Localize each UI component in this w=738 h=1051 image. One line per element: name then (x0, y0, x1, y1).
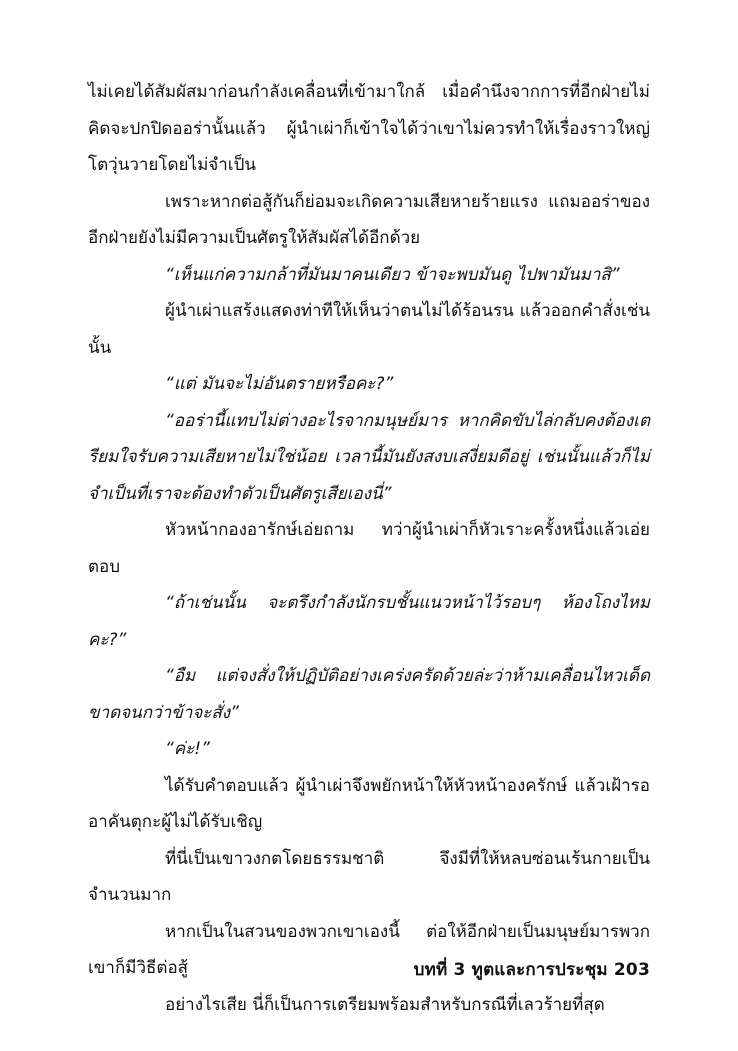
paragraph-8: อย่างไรเสีย นี่ก็เป็นการเตรียมพร้อมสำหรับกรณีที่เลวร้ายที่สุด (165, 994, 605, 1015)
dialogue-1: “เห็นแก่ความกล้าที่มันมาคนเดียว ข้าจะพบมันดู ไปพามันมาสิ” (165, 264, 620, 285)
paragraph-6: ที่นี่เป็นเขาวงกตโดยธรรมชาติ จึงมีที่ให้หลบซ่อนเร้นกายเป็นจำนวนมาก (88, 848, 650, 905)
paragraph-3: ผู้นำเผ่าแสร้งแสดงท่าทีให้เห็นว่าตนไม่ได้ร้อนรน แล้วออกคำสั่งเช่นนั้น (88, 301, 650, 358)
paragraph-5: ได้รับคำตอบแล้ว ผู้นำเผ่าจึงพยักหน้าให้หัวหน้าองครักษ์ แล้วเฝ้ารออาคันตุกะผู้ไม่ได้รับเชิญ (88, 775, 650, 832)
dialogue-5: “อืม แต่จงสั่งให้ปฏิบัติอย่างเคร่งครัดด้วยล่ะว่าห้ามเคลื่อนไหวเด็ดขาดจนกว่าข้าจะสั่ง” (88, 666, 650, 723)
dialogue-2: “แต่ มันจะไม่อันตรายหรือคะ?” (165, 374, 394, 394)
dialogue-4: “ถ้าเช่นนั้น จะตรึงกำลังนักรบชั้นแนวหน้าไว้รอบๆ ห้องโถงไหมคะ?” (88, 593, 650, 650)
paragraph-7: หากเป็นในสวนของพวกเขาเองนี้ ต่อให้อีกฝ่ายเป็นมนุษย์มารพวกเขาก็มีวิธีต่อสู้ (88, 921, 650, 978)
page-body (88, 74, 650, 1015)
page-footer: บทที่ 3 ทูตและการประชุม 203 (413, 960, 650, 980)
dialogue-6: “ค่ะ!” (165, 739, 210, 759)
dialogue-3: “ออร่านี้แทบไม่ต่างอะไรจากมนุษย์มาร หากคิดขับไล่กลับคงต้องเตรียมใจรับความเสียหายไม่ใช่น้อย เวลานี้มันยังสงบเสงี่ยมดีอยู่ เช่นนั้นแล้วก็ไม่จำเป็นที่เราจะต้องทำตัวเป็นศัตรูเสียเองนี่” (88, 410, 650, 504)
paragraph-4: หัวหน้ากองอารักษ์เอ่ยถาม ทว่าผู้นำเผ่าก็หัวเราะครั้งหนึ่งแล้วเอ่ยตอบ (88, 520, 650, 577)
paragraph-1: ไม่เคยได้สัมผัสมาก่อนกำลังเคลื่อนที่เข้ามาใกล้ เมื่อคำนึงจากการที่อีกฝ่ายไม่คิดจะปกปิดออร่านั้นแล้ว ผู้นำเผ่าก็เข้าใจได้ว่าเขาไม่ควรทำให้เรื่องราวใหญ่โตวุ่นวายโดยไม่จำเป็น (88, 82, 650, 175)
paragraph-2: เพราะหากต่อสู้กันก็ย่อมจะเกิดความเสียหายร้ายแรง แถมออร่าของอีกฝ่ายยังไม่มีความเป็นศัตรูให้สัมผัสได้อีกด้วย (88, 191, 650, 248)
